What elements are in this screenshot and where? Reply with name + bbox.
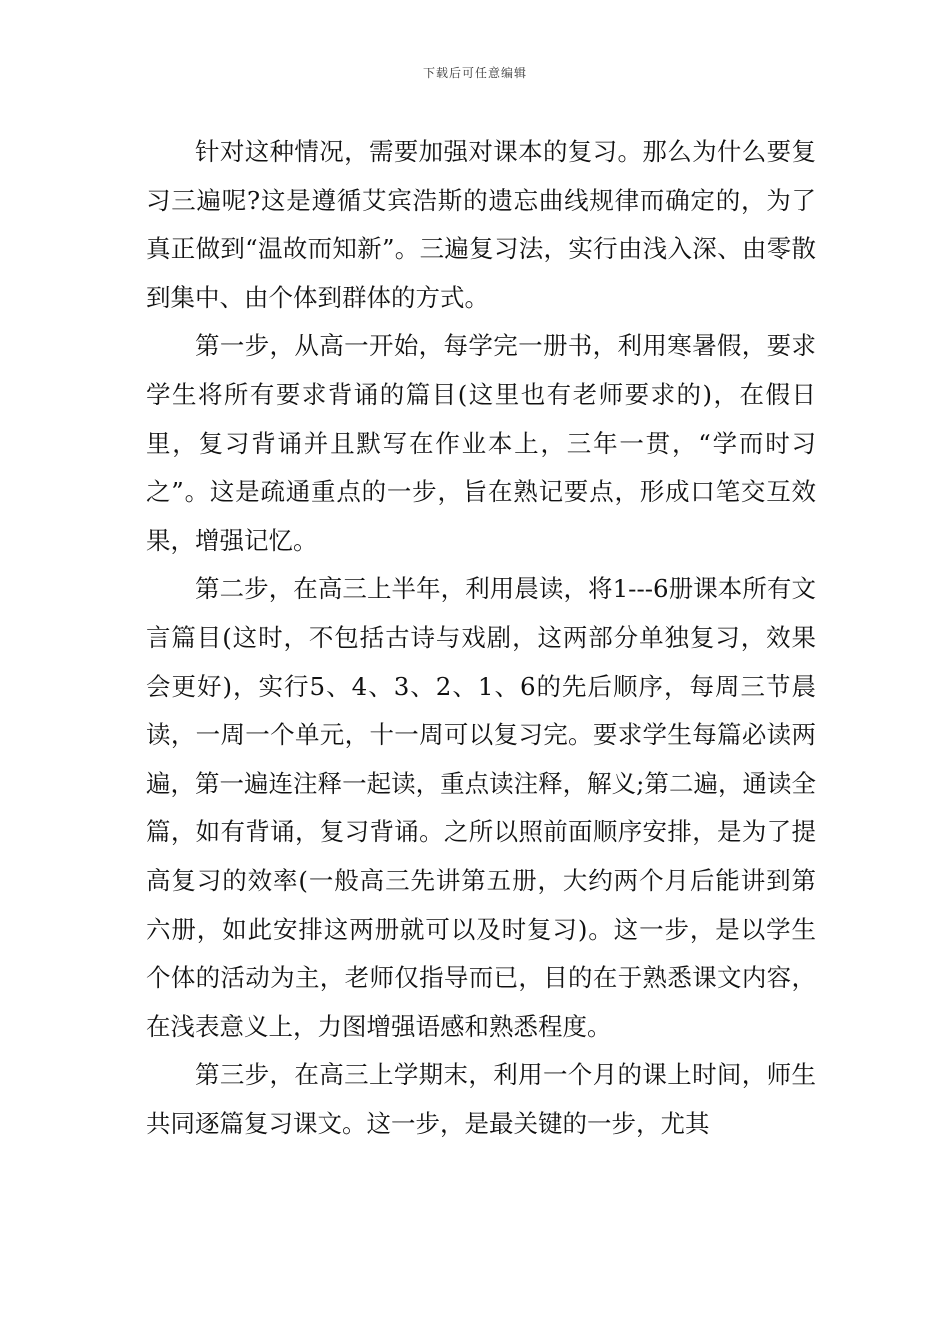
paragraph-step-three: 第三步，在高三上学期末，利用一个月的课上时间，师生共同逐篇复习课文。这一步，是最关键的一步，尤其 [146,1060,816,1138]
page-header-note: 下载后可任意编辑 [422,66,527,80]
document-body [146,128,816,1148]
paragraph-step-one: 第一步，从高一开始，每学完一册书，利用寒暑假，要求学生将所有要求背诵的篇目(这里也有老师要求的)，在假日里，复习背诵并且默写在作业本上，三年一贯，“学而时习之”。这是疏通重点的一步，旨在熟记要点，形成口笔交互效果，增强记忆。 [146,331,816,555]
paragraph-intro: 针对这种情况，需要加强对课本的复习。那么为什么要复习三遍呢?这是遵循艾宾浩斯的遗忘曲线规律而确定的，为了真正做到“温故而知新”。三遍复习法，实行由浅入深、由零散到集中、由个体到群体的方式。 [146,137,816,312]
paragraph-step-two: 第二步，在高三上半年，利用晨读，将1---6册课本所有文言篇目(这时，不包括古诗与戏剧，这两部分单独复习，效果会更好)，实行5、4、3、2、1、6的先后顺序，每周三节晨读，一周一个单元，十一周可以复习完。要求学生每篇必读两遍，第一遍连注释一起读，重点读注释，解义;第二遍，通读全篇，如有背诵，复习背诵。之所以照前面顺序安排，是为了提高复习的效率(一般高三先讲第五册，大约两个月后能讲到第六册，如此安排这两册就可以及时复习)。这一步，是以学生个体的活动为主，老师仅指导而已，目的在于熟悉课文内容，在浅表意义上，力图增强语感和熟悉程度。 [146,574,816,1041]
